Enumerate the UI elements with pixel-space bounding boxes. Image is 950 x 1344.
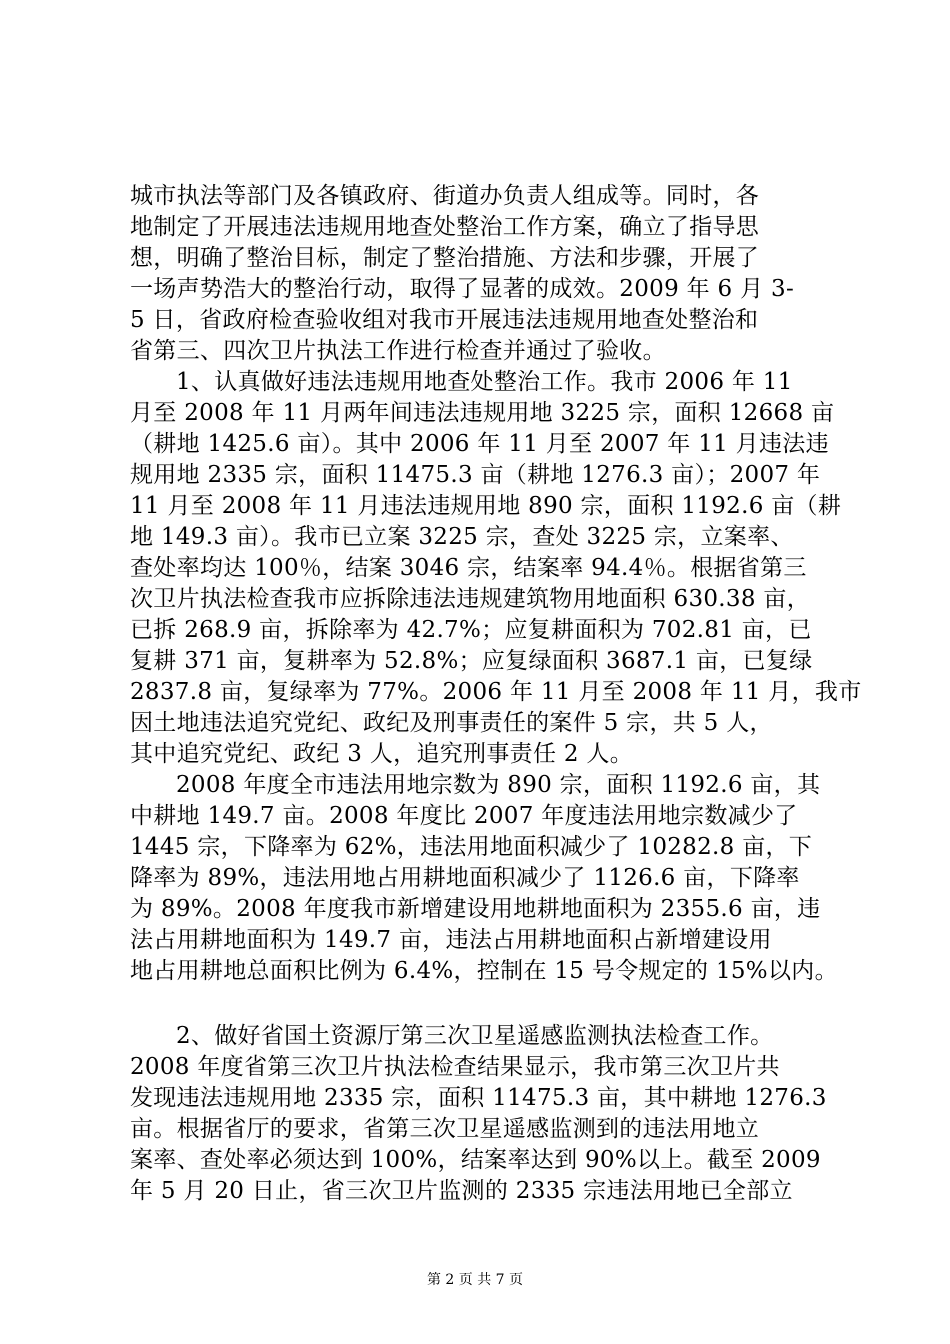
text-line: 中耕地 149.7 亩。2008 年度比 2007 年度违法用地宗数减少了 (130, 803, 798, 829)
text-line: 2、做好省国土资源厅第三次卫星遥感监测执法检查工作。 (176, 1023, 774, 1049)
text-line: 亩。根据省厅的要求，省第三次卫星遥感监测到的违法用地立 (130, 1116, 760, 1142)
text-line: 1、认真做好违法违规用地查处整治工作。我市 2006 年 11 (176, 369, 793, 395)
text-line: 地占用耕地总面积比例为 6.4%，控制在 15 号令规定的 15%以内。 (130, 958, 838, 984)
text-line: 省第三、四次卫片执法工作进行检查并通过了验收。 (130, 338, 666, 364)
text-line: 一场声势浩大的整治行动，取得了显著的成效。2009 年 6 月 3- (130, 276, 795, 302)
text-line: 城市执法等部门及各镇政府、街道办负责人组成等。同时，各 (130, 183, 760, 209)
text-line: 1445 宗，下降率为 62%，违法用地面积减少了 10282.8 亩，下 (130, 834, 813, 860)
text-line: 查处率均达 100％，结案 3046 宗，结案率 94.4％。根据省第三 (130, 555, 807, 581)
text-line: 想，明确了整治目标，制定了整治措施、方法和步骤，开展了 (130, 245, 760, 271)
text-line: 年 5 月 20 日止，省三次卫片监测的 2335 宗违法用地已全部立 (130, 1178, 793, 1204)
text-line: 其中追究党纪、政纪 3 人，追究刑事责任 2 人。 (130, 741, 634, 767)
text-line: 5 日，省政府检查验收组对我市开展违法违规用地查处整治和 (130, 307, 759, 333)
text-line: 地 149.3 亩）。我市已立案 3225 宗，查处 3225 宗，立案率、 (130, 524, 794, 550)
text-line: 月至 2008 年 11 月两年间违法违规用地 3225 宗，面积 12668 亩 (130, 400, 835, 426)
page-number-footer: 第 2 页 共 7 页 (426, 1272, 524, 1288)
text-line: 11 月至 2008 年 11 月违法违规用地 890 宗，面积 1192.6 亩（耕 (130, 493, 842, 519)
text-line: 为 89%。2008 年度我市新增建设用地耕地面积为 2355.6 亩，违 (130, 896, 821, 922)
text-line: （耕地 1425.6 亩）。其中 2006 年 11 月至 2007 年 11 月违法违 (130, 431, 829, 457)
text-line: 已拆 268.9 亩，拆除率为 42.7%；应复耕面积为 702.81 亩，已 (130, 617, 812, 643)
text-line: 降率为 89%，违法用地占用耕地面积减少了 1126.6 亩，下降率 (130, 865, 800, 891)
text-line: 复耕 371 亩，复耕率为 52.8%；应复绿面积 3687.1 亩，已复绿 (130, 648, 813, 674)
text-line: 2837.8 亩，复绿率为 77%。2006 年 11 月至 2008 年 11 月，我市 (130, 679, 862, 705)
text-line: 次卫片执法检查我市应拆除违法违规建筑物用地面积 630.38 亩， (130, 586, 810, 612)
text-line: 因土地违法追究党纪、政纪及刑事责任的案件 5 宗，共 5 人， (130, 710, 773, 736)
text-line: 规用地 2335 宗，面积 11475.3 亩（耕地 1276.3 亩）；2007 年 (130, 462, 821, 488)
text-line: 地制定了开展违法违规用地查处整治工作方案，确立了指导思 (130, 214, 760, 240)
text-line: 发现违法违规用地 2335 宗，面积 11475.3 亩，其中耕地 1276.3 (130, 1085, 827, 1111)
text-line: 案率、查处率必须达到 100%，结案率达到 90%以上。截至 2009 (130, 1147, 821, 1173)
text-line: 法占用耕地面积为 149.7 亩，违法占用耕地面积占新增建设用 (130, 927, 772, 953)
text-line: 2008 年度省第三次卫片执法检查结果显示，我市第三次卫片共 (130, 1054, 780, 1080)
text-line: 2008 年度全市违法用地宗数为 890 宗，面积 1192.6 亩，其 (176, 772, 821, 798)
